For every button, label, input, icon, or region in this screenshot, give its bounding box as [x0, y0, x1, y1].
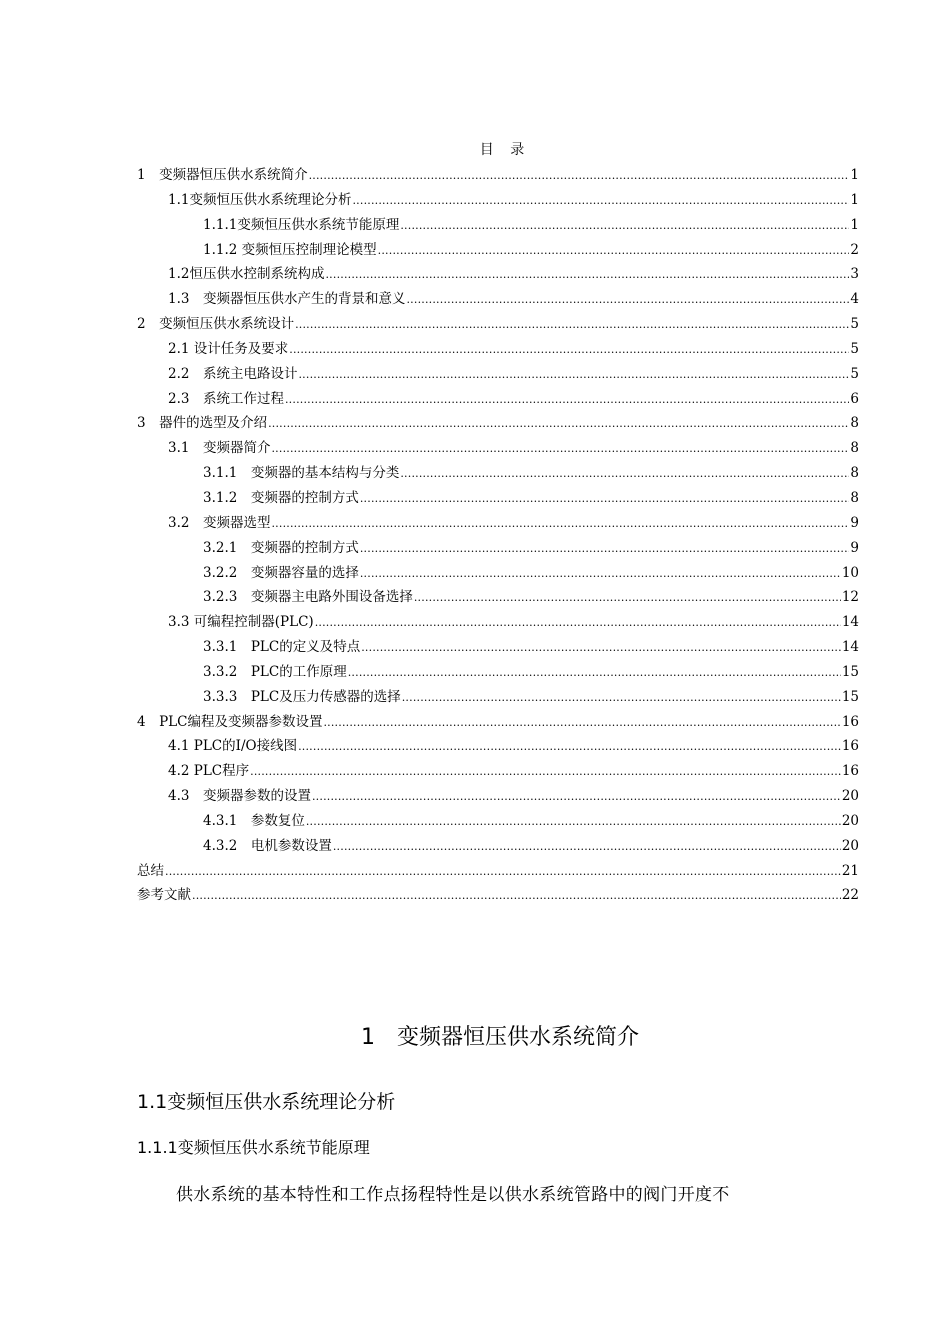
toc-entry-label: 4.2 PLC程序: [168, 763, 250, 780]
toc-dot-leader: [285, 387, 849, 412]
toc-title: 目 录: [479, 142, 531, 158]
toc-entry-page-number: 6: [850, 390, 859, 407]
toc-entry-page-number: 1: [850, 191, 859, 208]
toc-entry-page-number: 15: [841, 688, 859, 705]
toc-dot-leader: [400, 213, 849, 238]
toc-entry-label: 2.1 设计任务及要求: [168, 340, 289, 357]
toc-dot-leader: [402, 685, 841, 710]
toc-dot-leader: [348, 660, 841, 685]
toc-entry-label: 4.3 变频器参数的设置: [168, 788, 311, 805]
toc-entry[interactable]: [137, 287, 859, 312]
toc-entry-label: 1.2恒压供水控制系统构成: [168, 266, 325, 283]
toc-entry[interactable]: [137, 486, 859, 511]
toc-dot-leader: [360, 561, 841, 586]
toc-entry-page-number: 16: [841, 738, 859, 755]
toc-entry[interactable]: [137, 536, 859, 561]
toc-dot-leader: [325, 262, 849, 287]
toc-dot-leader: [378, 238, 850, 263]
toc-entry-label: 2 变频恒压供水系统设计: [137, 316, 295, 333]
toc-entry-label: 3.1 变频器简介: [168, 440, 271, 457]
toc-dot-leader: [315, 610, 841, 635]
toc-entry-label: 1.1变频恒压供水系统理论分析: [168, 191, 352, 208]
toc-entry-label: 1 变频器恒压供水系统简介: [137, 167, 308, 183]
toc-dot-leader: [298, 734, 841, 759]
toc-dot-leader: [323, 710, 840, 735]
toc-entry-page-number: 8: [850, 465, 859, 482]
toc-dot-leader: [360, 486, 850, 511]
toc-entry-label: 3.2.2 变频器容量的选择: [203, 564, 359, 581]
toc-entry-page-number: 5: [850, 316, 859, 333]
toc-entry-page-number: 9: [850, 514, 859, 531]
toc-entry[interactable]: [137, 784, 859, 809]
toc-dot-leader: [192, 883, 841, 908]
toc-entry[interactable]: [137, 883, 859, 908]
toc-dot-leader: [289, 337, 849, 362]
toc-entry-page-number: 20: [841, 812, 859, 829]
toc-entry-label: 4 PLC编程及变频器参数设置: [137, 713, 323, 730]
toc-entry[interactable]: [137, 188, 859, 213]
toc-entry[interactable]: [137, 809, 859, 834]
toc-entry-page-number: 14: [841, 639, 859, 656]
toc-entry[interactable]: [137, 213, 859, 238]
toc-dot-leader: [333, 834, 841, 859]
toc-entry[interactable]: [137, 436, 859, 461]
toc-entry-label: 1.3 变频器恒压供水产生的背景和意义: [168, 291, 406, 308]
toc-entry-label: 参考文献: [137, 887, 191, 904]
toc-entry[interactable]: [137, 238, 859, 263]
toc-entry-page-number: 12: [841, 589, 859, 606]
toc-entry-label: 1.1.1变频恒压供水系统节能原理: [203, 216, 400, 233]
toc-entry[interactable]: [137, 337, 859, 362]
toc-entry-label: 3.3.1 PLC的定义及特点: [203, 639, 361, 656]
toc-entry-page-number: 14: [841, 614, 859, 631]
toc-entry[interactable]: [137, 610, 859, 635]
toc-dot-leader: [271, 511, 849, 536]
toc-entry-page-number: 16: [841, 713, 859, 730]
toc-entry[interactable]: [137, 859, 859, 884]
toc-dot-leader: [406, 287, 849, 312]
toc-entry-label: 2.2 系统主电路设计: [168, 365, 298, 382]
toc-entry-label: 总结: [137, 862, 164, 879]
toc-dot-leader: [295, 312, 849, 337]
toc-entry[interactable]: [137, 759, 859, 784]
toc-entry-page-number: 8: [850, 440, 859, 457]
toc-entry-page-number: 10: [841, 564, 859, 581]
toc-entry-page-number: 20: [841, 788, 859, 805]
toc-entry[interactable]: [137, 387, 859, 412]
toc-dot-leader: [306, 809, 841, 834]
toc-entry-page-number: 9: [850, 539, 859, 556]
toc-entry-label: 3.1.2 变频器的控制方式: [203, 489, 359, 506]
toc-entry[interactable]: [137, 660, 859, 685]
toc-dot-leader: [165, 859, 841, 884]
toc-entry-page-number: 1: [850, 167, 859, 183]
toc-entry-label: 3.3.3 PLC及压力传感器的选择: [203, 688, 401, 705]
toc-entry-label: 4.1 PLC的I/O接线图: [168, 738, 298, 755]
toc-entry-label: 1.1.2 变频恒压控制理论模型: [203, 241, 377, 258]
toc-entry-label: 3.2.1 变频器的控制方式: [203, 539, 359, 556]
toc-entry[interactable]: [137, 561, 859, 586]
toc-entry[interactable]: [137, 511, 859, 536]
toc-entry[interactable]: [137, 685, 859, 710]
toc-entry[interactable]: [137, 710, 859, 735]
table-of-contents: [137, 163, 859, 908]
toc-dot-leader: [361, 635, 841, 660]
toc-entry-label: 3.2 变频器选型: [168, 514, 271, 531]
toc-dot-leader: [414, 585, 841, 610]
toc-entry[interactable]: [137, 834, 859, 859]
toc-entry[interactable]: [137, 411, 859, 436]
toc-dot-leader: [298, 362, 849, 387]
toc-entry[interactable]: [137, 635, 859, 660]
toc-entry-page-number: 16: [841, 763, 859, 780]
toc-entry-label: 2.3 系统工作过程: [168, 390, 284, 407]
toc-entry-label: 3 器件的选型及介绍: [137, 415, 268, 432]
toc-entry-page-number: 15: [841, 663, 859, 680]
toc-entry-page-number: 5: [850, 365, 859, 382]
toc-entry-page-number: 21: [841, 862, 859, 879]
toc-entry-label: 4.3.1 参数复位: [203, 812, 305, 829]
toc-entry[interactable]: [137, 163, 859, 188]
chapter-heading: 1 变频器恒压供水系统简介: [361, 1025, 639, 1050]
toc-dot-leader: [309, 163, 850, 188]
toc-entry-label: 3.1.1 变频器的基本结构与分类: [203, 465, 400, 482]
toc-entry-page-number: 4: [850, 291, 859, 308]
toc-entry-label: 3.3.2 PLC的工作原理: [203, 663, 347, 680]
toc-dot-leader: [271, 436, 849, 461]
toc-entry-page-number: 2: [850, 241, 859, 258]
toc-entry-page-number: 8: [850, 489, 859, 506]
toc-dot-leader: [360, 536, 850, 561]
toc-entry-label: 3.2.3 变频器主电路外围设备选择: [203, 589, 413, 606]
toc-entry-label: 4.3.2 电机参数设置: [203, 837, 332, 854]
toc-entry-page-number: 20: [841, 837, 859, 854]
toc-dot-leader: [250, 759, 841, 784]
toc-entry-page-number: 3: [850, 266, 859, 283]
toc-dot-leader: [268, 411, 849, 436]
toc-entry[interactable]: [137, 312, 859, 337]
toc-entry-page-number: 5: [850, 340, 859, 357]
toc-dot-leader: [352, 188, 849, 213]
section-heading: 1.1变频恒压供水系统理论分析: [137, 1091, 396, 1113]
toc-dot-leader: [400, 461, 849, 486]
toc-entry[interactable]: [137, 461, 859, 486]
toc-entry-page-number: 22: [841, 887, 859, 904]
toc-entry-page-number: 1: [850, 216, 859, 233]
toc-entry-label: 3.3 可编程控制器(PLC): [168, 614, 314, 631]
toc-dot-leader: [312, 784, 841, 809]
subsection-heading: 1.1.1变频恒压供水系统节能原理: [137, 1138, 370, 1157]
toc-entry[interactable]: [137, 734, 859, 759]
toc-entry[interactable]: [137, 362, 859, 387]
toc-entry-page-number: 8: [850, 415, 859, 432]
toc-entry[interactable]: [137, 585, 859, 610]
toc-entry[interactable]: [137, 262, 859, 287]
body-paragraph: 供水系统的基本特性和工作点扬程特性是以供水系统管路中的阀门开度不: [176, 1185, 730, 1205]
